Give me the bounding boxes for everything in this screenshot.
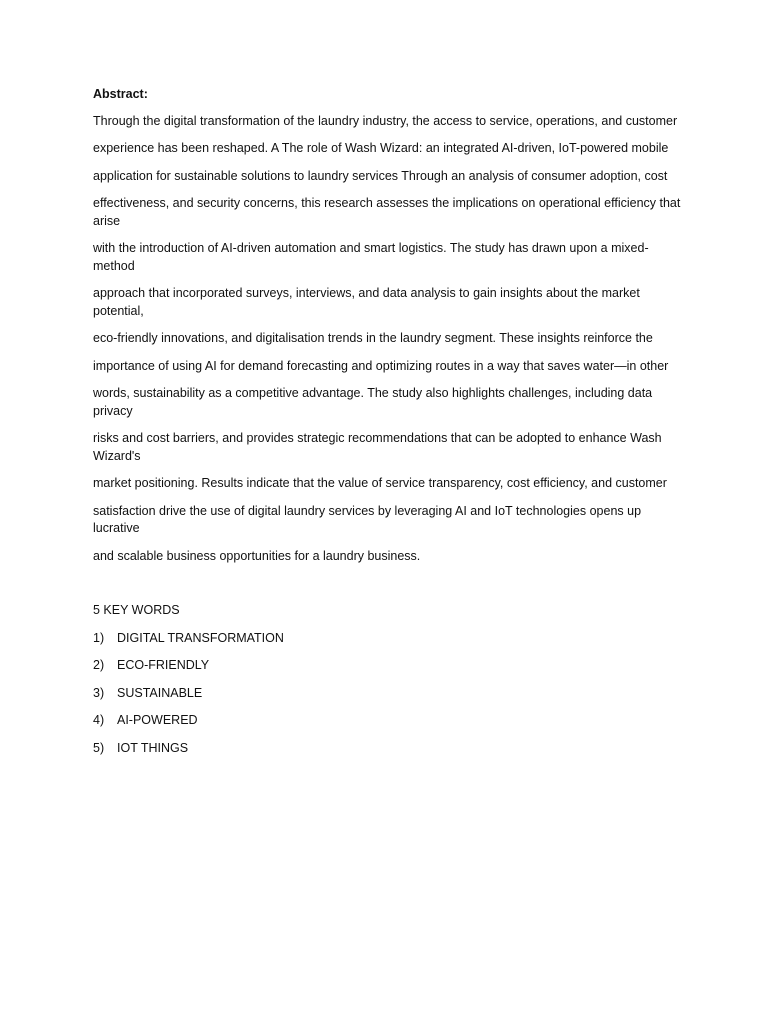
abstract-line: market positioning. Results indicate that the value of service transparency, cost efficiency, and customer (93, 476, 667, 490)
keyword-item (93, 685, 683, 703)
document-page (93, 86, 683, 767)
keyword-text: IOT THINGS (117, 740, 189, 755)
keyword-text: ECO-FRIENDLY (117, 658, 210, 672)
abstract-line: risks and cost barriers, and provides strategic recommendations that can be adopted to enhance Wash Wizard's (93, 431, 662, 463)
keyword-item (93, 740, 683, 758)
keyword-text: SUSTAINABLE (117, 685, 203, 700)
abstract-line: approach that incorporated surveys, interviews, and data analysis to gain insights about the market potential, (93, 286, 640, 318)
keyword-item (93, 712, 683, 730)
keyword-number: 2) (93, 658, 105, 672)
abstract-line: and scalable business opportunities for a laundry business. (93, 548, 421, 563)
keyword-number: 5) (93, 740, 105, 755)
keyword-number: 4) (93, 713, 105, 727)
abstract-line: effectiveness, and security concerns, this research assesses the implications on operational efficiency that arise (93, 196, 681, 228)
abstract-line: importance of using AI for demand forecasting and optimizing routes in a way that saves water—in other (93, 358, 669, 373)
keyword-item (93, 630, 683, 648)
keyword-number: 3) (93, 685, 105, 700)
abstract-line: satisfaction drive the use of digital laundry services by leveraging AI and IoT technologies opens up lucrative (93, 503, 642, 535)
abstract-line: application for sustainable solutions to laundry services Through an analysis of consumer adoption, cost (93, 168, 668, 183)
abstract-line: eco-friendly innovations, and digitalisation trends in the laundry segment. These insights reinforce the (93, 331, 653, 345)
abstract-line: Through the digital transformation of the laundry industry, the access to service, operations, and customer (93, 113, 678, 128)
keyword-text: AI-POWERED (117, 713, 198, 727)
abstract-line: experience has been reshaped. A The role of Wash Wizard: an integrated AI-driven, IoT-powered mobile (93, 141, 669, 155)
abstract-line: words, sustainability as a competitive advantage. The study also highlights challenges, including data privacy (93, 386, 653, 418)
keywords-title: 5 KEY WORDS (93, 603, 180, 617)
keyword-item (93, 657, 683, 675)
keyword-number: 1) (93, 630, 105, 645)
abstract-line: with the introduction of AI-driven automation and smart logistics. The study has drawn upon a mixed-method (93, 241, 649, 273)
keyword-text: DIGITAL TRANSFORMATION (117, 630, 284, 645)
abstract-heading: Abstract: (93, 87, 148, 101)
